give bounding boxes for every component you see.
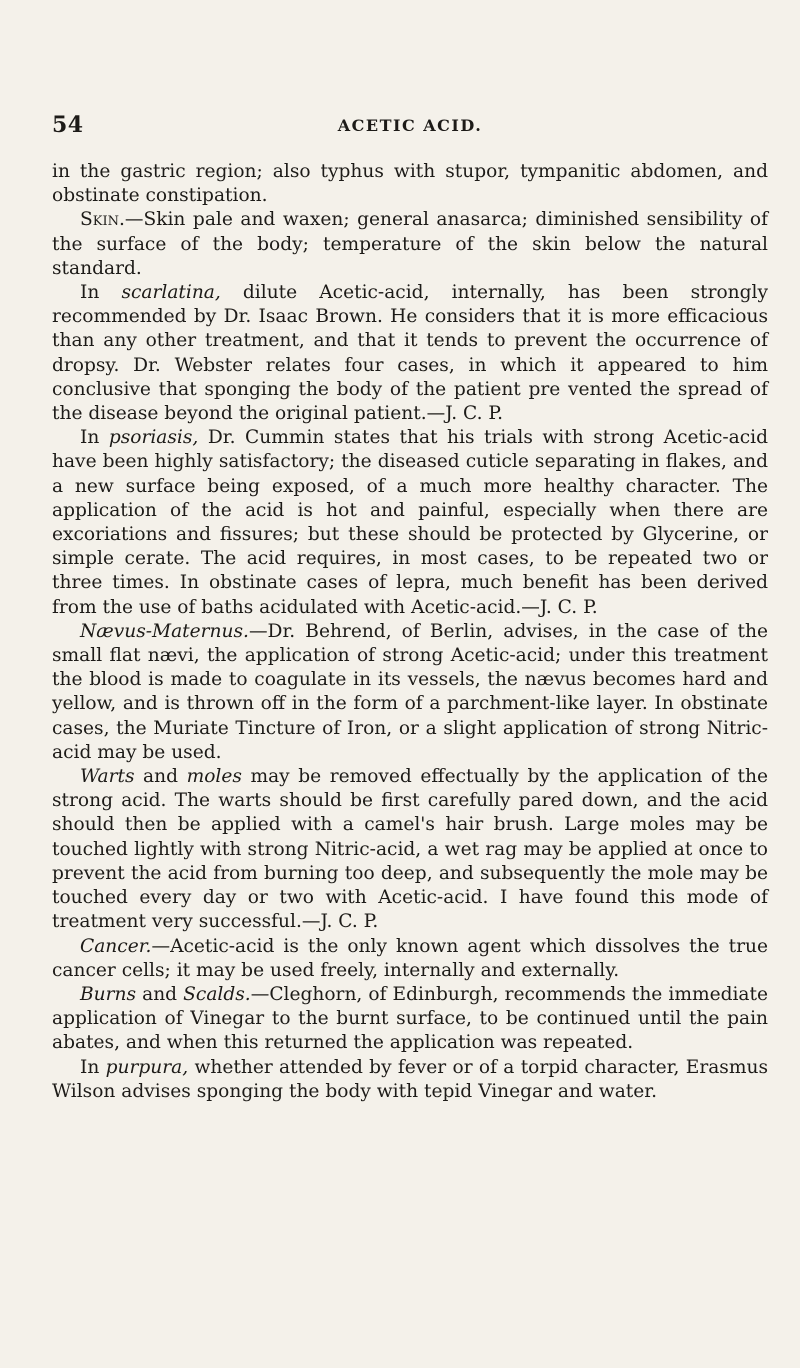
body-text: [52, 160, 768, 1104]
paragraph-lead: Burns: [80, 983, 137, 1005]
paragraph-scarlatina: [52, 281, 768, 426]
paragraph-lead: Nævus-Maternus.: [80, 620, 249, 642]
paragraph-pre: In: [80, 427, 109, 449]
paragraph-lead: scarlatina,: [121, 282, 221, 304]
paragraph-mid: and: [134, 766, 187, 788]
paragraph-text: may be removed effectually by the application of the strong acid. The warts should be first carefully pared down, and the acid should then be applied with a camel's hair brush. Large moles may be touched lightly with strong Nitric-acid, a wet rag may be applied at once to prevent the acid from burning too deep, and subsequently the mole may be touched every day or two with Acetic-acid. I have found this mode of treatment very successful.—J. C. P.: [52, 766, 768, 933]
paragraph-pre: In: [80, 282, 122, 304]
paragraph-text: dilute Acetic-acid, internally, has been strongly recommended by Dr. Isaac Brown. He considers that it is more efficacious than any other treatment, and that it tends to prevent the occurrence of dropsy. Dr. Webster relates four cases, in which it appeared to him conclusive that sponging the body of the patient pre vented the spread of the disease beyond the original patient.—J. C. P.: [52, 282, 769, 425]
paragraph-gastric: [52, 160, 768, 208]
paragraph-cancer: [52, 935, 768, 983]
paragraph-psoriasis: [52, 426, 768, 620]
paragraph-text: —Cleghorn, of Edinburgh, recommends the immediate application of Vinegar to the burnt surface, to be continued until the pain abates, and when this returned the application was repeated.: [52, 983, 768, 1054]
paragraph-naevus: [52, 620, 768, 765]
paragraph-burns: [52, 983, 768, 1056]
paragraph-lead: Warts: [80, 766, 135, 788]
paragraph-lead-2: moles: [186, 766, 242, 788]
paragraph-text: —Dr. Behrend, of Berlin, advises, in the case of the small flat nævi, the application of strong Acetic-acid; under this treatment the blood is made to coagulate in its vessels, the nævus becomes hard and yellow, and is thrown off in the form of a parchment-like layer. In obstinate cases, the Muriate Tincture of Iron, or a slight application of strong Nitric-acid may be used.: [52, 620, 768, 763]
paragraph-lead: Cancer.: [80, 935, 152, 957]
page-number: 54: [52, 112, 84, 138]
paragraph-lead: purpura,: [105, 1056, 189, 1078]
paragraph-text: —Acetic-acid is the only known agent which dissolves the true cancer cells; it may be used freely, internally and externally.: [52, 935, 768, 981]
paragraph-purpura: [52, 1056, 768, 1104]
paragraph-text: —Skin pale and waxen; general anasarca; diminished sensibility of the surface of the body; temperature of the skin below the natural standard.: [52, 209, 768, 279]
paragraph-pre: In: [80, 1056, 106, 1078]
paragraph-warts: [52, 765, 768, 934]
paragraph-lead: psoriasis,: [108, 427, 199, 449]
running-head: ACETIC ACID.: [337, 116, 483, 135]
paragraph-lead: Skin.: [80, 209, 125, 231]
paragraph-skin: [52, 208, 768, 281]
paragraph-text: Dr. Cummin states that his trials with strong Acetic-acid have been highly satisfactory; the diseased cuticle separating in flakes, and a new surface being exposed, of a much more healthy character. The application of the acid is hot and painful, especially when there are excoriations and fissures; but these should be protected by Glycerine, or simple cerate. The acid requires, in most cases, to be repeated two or three times. In obstinate cases of lepra, much benefit has been derived from the use of baths acidulated with Acetic-acid.—J. C. P.: [52, 427, 768, 618]
paragraph-mid: and: [136, 983, 184, 1005]
page-header: [52, 112, 768, 142]
paragraph-text: whether attended by fever or of a torpid character, Erasmus Wilson advises sponging the body with tepid Vinegar and water.: [52, 1056, 768, 1102]
paragraph-text: in the gastric region; also typhus with stupor, tympanitic abdomen, and obstinate constipation.: [52, 161, 768, 207]
paragraph-lead-2: Scalds.: [183, 983, 251, 1005]
